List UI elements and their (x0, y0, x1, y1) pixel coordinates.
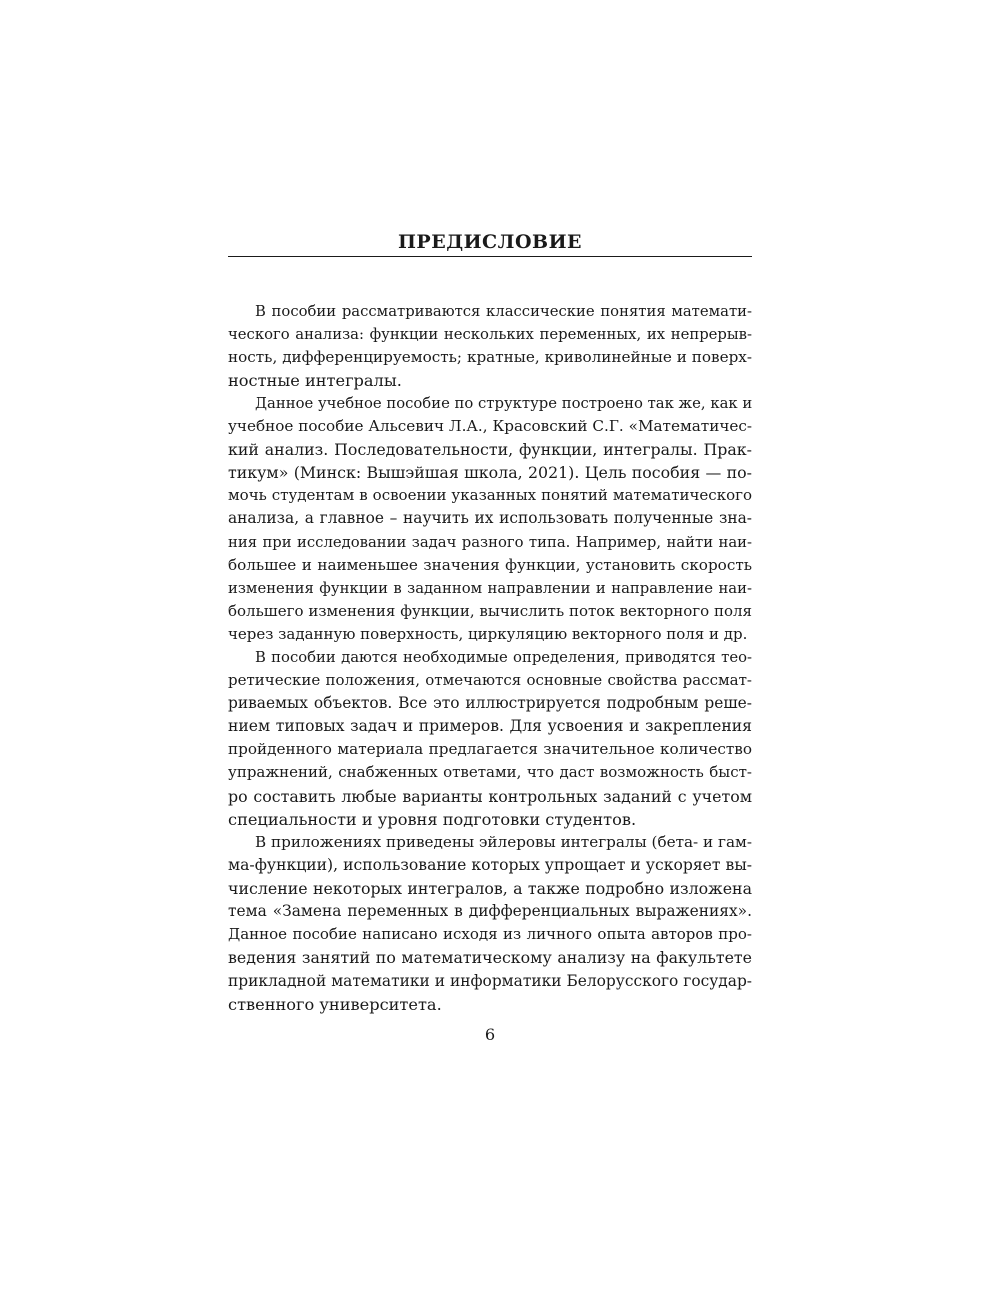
text-line: учебное пособие Альсевич Л.А., Красовский С.Г. «Математичес- (228, 417, 752, 436)
text-line: Данное пособие написано исходя из личного опыта авторов про- (228, 925, 752, 944)
text-line: изменения функции в заданном направлении и направление наи- (228, 579, 752, 597)
text-line: через заданную поверхность, циркуляцию векторного поля и др. (228, 624, 748, 643)
text-line: нием типовых задач и примеров. Для усвоения и закрепления (228, 717, 752, 736)
text-line: ма-функции), использование которых упрощает и ускоряет вы- (228, 856, 752, 875)
text-line: ностные интегралы. (228, 371, 402, 391)
text-line: большее и наименьшее значения функции, установить скорость (228, 555, 752, 574)
text-line: Данное учебное пособие по структуре построено так же, как и (255, 395, 753, 412)
text-line: мочь студентам в освоении указанных понятий математического (228, 486, 752, 505)
paragraph-4 (228, 831, 752, 1016)
page-number: 6 (484, 1025, 496, 1044)
text-line: ведения занятий по математическому анализу на факультете (228, 948, 752, 968)
text-line: анализа, а главное – научить их использовать полученные зна- (228, 509, 752, 528)
text-line: кий анализ. Последовательности, функции, интегралы. Прак- (228, 440, 752, 460)
page-title: ПРЕДИСЛОВИЕ (397, 231, 583, 253)
title-rule (228, 256, 752, 257)
text-line: тема «Замена переменных в дифференциальных выражениях». (228, 902, 752, 921)
paragraph-2 (228, 392, 752, 646)
text-line: ность, дифференцируемость; кратные, криволинейные и поверх- (228, 348, 752, 367)
text-line: ственного университета. (228, 994, 442, 1014)
text-line: упражнений, снабженных ответами, что даст возможность быст- (228, 763, 752, 782)
text-line: ния при исследовании задач разного типа. Например, найти наи- (228, 533, 752, 551)
text-line: В пособии рассматриваются классические понятия математи- (255, 303, 752, 320)
paragraph-3 (228, 646, 752, 831)
paragraph-1 (228, 300, 752, 392)
text-line: риваемых объектов. Все это иллюстрируется подробным реше- (228, 694, 752, 713)
text-line: пройденного материала предлагается значительное количество (228, 740, 752, 759)
text-line: специальности и уровня подготовки студентов. (228, 809, 637, 829)
text-line: большего изменения функции, вычислить поток векторного поля (228, 601, 752, 620)
text-line: ро составить любые варианты контрольных заданий с учетом (228, 786, 752, 806)
text-line: прикладной математики и информатики Белорусского государ- (228, 971, 752, 990)
text-line: В приложениях приведены эйлеровы интегралы (бета- и гам- (255, 833, 752, 851)
text-line: В пособии даются необходимые определения, приводятся тео- (255, 649, 752, 666)
text-line: числение некоторых интегралов, а также подробно изложена (228, 879, 752, 899)
text-line: тикум» (Минск: Вышэйшая школа, 2021). Цель пособия — по- (228, 463, 752, 483)
text-line: ческого анализа: функции нескольких переменных, их непрерыв- (228, 326, 752, 344)
text-line: ретические положения, отмечаются основные свойства рассмат- (228, 671, 752, 690)
